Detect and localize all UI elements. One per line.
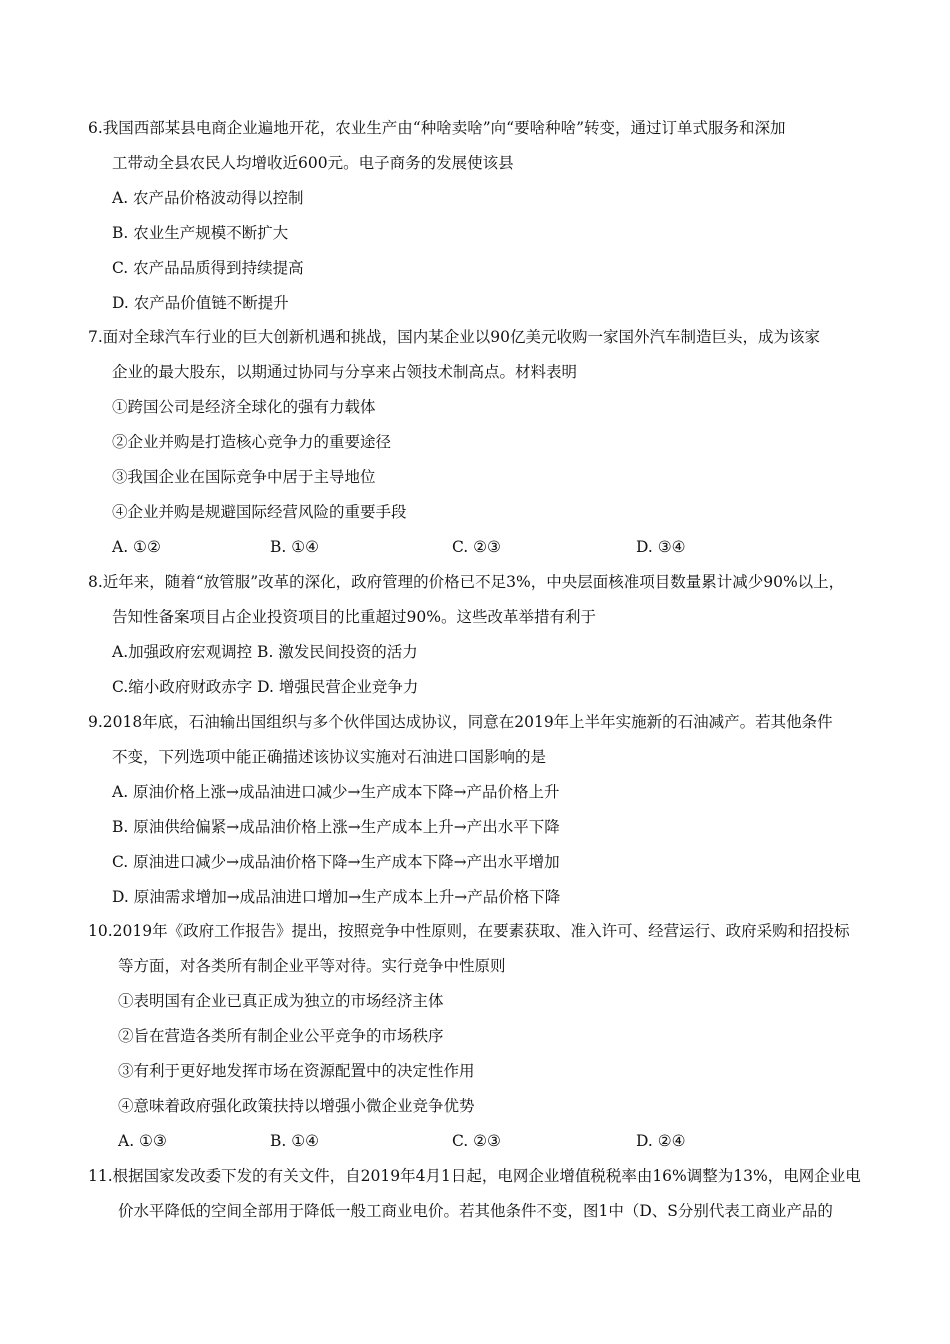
q11-stem-line-2: 价水平降低的空间全部用于降低一般工商业电价。若其他条件不变，图1中（D、S分别代表工商业产品的 <box>118 1202 833 1220</box>
q10-stem-line-1: 10.2019年《政府工作报告》提出，按照竞争中性原则，在要素获取、准入许可、经营运行、政府采购和招投标 <box>88 922 850 940</box>
q6-stem-line-1: 6.我国西部某县电商企业遍地开花，农业生产由“种啥卖啥”向“要啥种啥”转变，通过订单式服务和深加 <box>88 119 786 137</box>
q10-stem-line-2: 等方面，对各类所有制企业平等对待。实行竞争中性原则 <box>118 957 506 975</box>
q10-choice-d: D. ②④ <box>636 1132 686 1150</box>
q7-statement-1: ①跨国公司是经济全球化的强有力载体 <box>112 398 376 416</box>
q6-option-d: D. 农产品价值链不断提升 <box>112 294 289 312</box>
q10-choice-a: A. ①③ <box>118 1132 167 1150</box>
q8-stem-line-1: 8.近年来，随着“放管服”改革的深化，政府管理的价格已不足3%，中央层面核准项目数量累计减少90%以上， <box>88 573 845 591</box>
q9-stem-line-1: 9.2018年底，石油输出国组织与多个伙伴国达成协议，同意在2019年上半年实施新的石油减产。若其他条件 <box>88 713 833 731</box>
q7-statement-3: ③我国企业在国际竞争中居于主导地位 <box>112 468 376 486</box>
q10-choice-b: B. ①④ <box>270 1132 320 1150</box>
q9-option-d: D. 原油需求增加→成品油进口增加→生产成本上升→产品价格下降 <box>112 888 561 906</box>
q7-statement-2: ②企业并购是打造核心竞争力的重要途径 <box>112 433 392 451</box>
q6-option-a: A. 农产品价格波动得以控制 <box>112 189 304 207</box>
q10-choice-c: C. ②③ <box>452 1132 501 1150</box>
q10-statement-4: ④意味着政府强化政策扶持以增强小微企业竞争优势 <box>118 1097 475 1115</box>
q8-options-ab: A.加强政府宏观调控 B. 激发民间投资的活力 <box>112 643 418 661</box>
q9-option-c: C. 原油进口减少→成品油价格下降→生产成本下降→产出水平增加 <box>112 853 560 871</box>
q10-statement-2: ②旨在营造各类所有制企业公平竞争的市场秩序 <box>118 1027 444 1045</box>
q11-stem-line-1: 11.根据国家发改委下发的有关文件，自2019年4月1日起，电网企业增值税税率由16%调整为13%，电网企业电 <box>88 1167 861 1185</box>
q6-stem-line-2: 工带动全县农民人均增收近600元。电子商务的发展使该县 <box>112 154 514 172</box>
q6-option-c: C. 农产品品质得到持续提高 <box>112 259 304 277</box>
q8-stem-line-2: 告知性备案项目占企业投资项目的比重超过90%。这些改革举措有利于 <box>112 608 596 626</box>
q9-option-b: B. 原油供给偏紧→成品油价格上涨→生产成本上升→产出水平下降 <box>112 818 560 836</box>
q9-stem-line-2: 不变，下列选项中能正确描述该协议实施对石油进口国影响的是 <box>112 748 547 766</box>
q7-statement-4: ④企业并购是规避国际经营风险的重要手段 <box>112 503 407 521</box>
q10-statement-1: ①表明国有企业已真正成为独立的市场经济主体 <box>118 992 444 1010</box>
q10-statement-3: ③有利于更好地发挥市场在资源配置中的决定性作用 <box>118 1062 475 1080</box>
q6-option-b: B. 农业生产规模不断扩大 <box>112 224 289 242</box>
q7-choice-a: A. ①② <box>112 538 161 556</box>
q7-choice-d: D. ③④ <box>636 538 686 556</box>
q7-stem-line-1: 7.面对全球汽车行业的巨大创新机遇和挑战，国内某企业以90亿美元收购一家国外汽车制造巨头，成为该家 <box>88 328 821 346</box>
q9-option-a: A. 原油价格上涨→成品油进口减少→生产成本下降→产品价格上升 <box>112 783 560 801</box>
q7-stem-line-2: 企业的最大股东，以期通过协同与分享来占领技术制高点。材料表明 <box>112 363 578 381</box>
q8-options-cd: C.缩小政府财政赤字 D. 增强民营企业竞争力 <box>112 678 419 696</box>
q7-choice-b: B. ①④ <box>270 538 320 556</box>
q7-choice-c: C. ②③ <box>452 538 501 556</box>
